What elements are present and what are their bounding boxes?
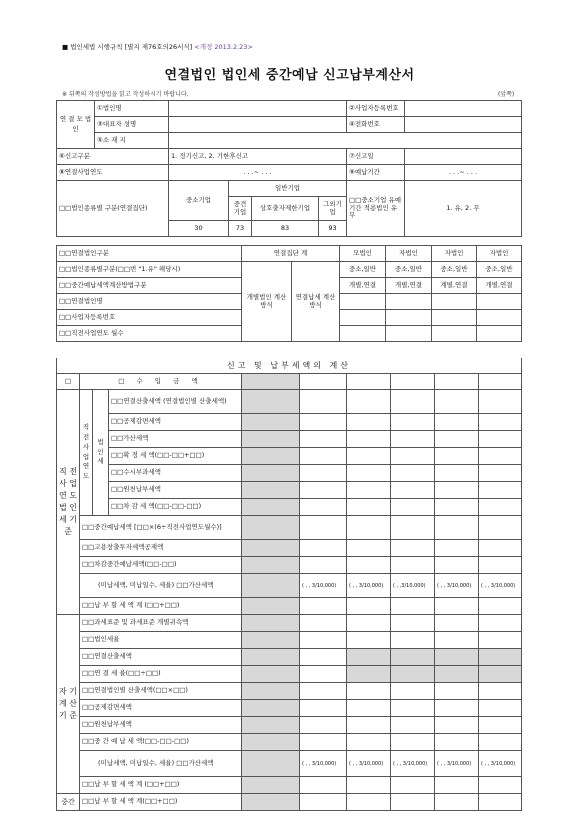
prev-4-s2[interactable] xyxy=(435,448,479,465)
prev-2-s2[interactable] xyxy=(435,414,479,431)
self-7-s1[interactable] xyxy=(391,717,435,734)
prepay-period-label: ⑨예납기간 xyxy=(347,165,405,181)
method-val-sub1[interactable]: 개별,연결 xyxy=(386,278,432,294)
mid-group[interactable] xyxy=(300,794,347,811)
prev-12-s2[interactable] xyxy=(435,598,479,615)
prev-8-p[interactable] xyxy=(347,516,391,540)
prev-7-total xyxy=(242,499,300,516)
self-5-group[interactable] xyxy=(300,683,347,700)
prev-3-s2[interactable] xyxy=(435,431,479,448)
self-1-s1[interactable] xyxy=(391,615,435,632)
self-10-group[interactable] xyxy=(300,777,347,794)
self-4-s3 xyxy=(479,666,522,683)
self-10-p[interactable] xyxy=(347,777,391,794)
months-row-label: □□직전사업연도 월수 xyxy=(57,326,242,342)
self-4-s1 xyxy=(391,666,435,683)
revenue-sub2[interactable] xyxy=(435,374,479,390)
mid-header: 중견기업 xyxy=(229,197,252,221)
mid-s2[interactable] xyxy=(435,794,479,811)
bizno-sub1[interactable] xyxy=(386,310,432,326)
self-5-s1[interactable] xyxy=(391,683,435,700)
self-6-p[interactable] xyxy=(347,700,391,717)
self-4-p xyxy=(347,666,391,683)
member-type-header: □□연결법인구분 xyxy=(57,246,242,262)
prev-3-s3[interactable] xyxy=(479,431,522,448)
filing-type-label: ⑥신고구분 xyxy=(57,149,169,165)
prev-row-3: □□가산세액 xyxy=(109,431,242,448)
name-sub1[interactable] xyxy=(386,294,432,310)
prev-year-label: 직 전 사 업 연 도 xyxy=(80,390,93,516)
sub-header-3: 자법인 xyxy=(477,246,522,262)
fiscal-year-field[interactable]: . . .~ . . . xyxy=(169,165,347,181)
self-7-total xyxy=(242,717,300,734)
self-3-p xyxy=(347,649,391,666)
self-row-10: □□납 부 할 세 액 계 (□□+□□) xyxy=(80,777,242,794)
corp-type-label: □□법인종류별 구분(연결집단) xyxy=(57,181,169,237)
self-7-s2[interactable] xyxy=(435,717,479,734)
self-10-total xyxy=(242,777,300,794)
sme-grace-options[interactable]: 1. 유, 2. 무 xyxy=(405,181,522,237)
mid-s1[interactable] xyxy=(391,794,435,811)
prev-11-p[interactable]: ( , , 3/10,000) xyxy=(347,574,391,598)
filing-date-label: ⑦신고일 xyxy=(347,149,405,165)
prev-row-2: □□공제감면세액 xyxy=(109,414,242,431)
prev-5-s1[interactable] xyxy=(391,465,435,482)
calc-table xyxy=(56,358,522,811)
type-val-parent[interactable]: 중소,일반 xyxy=(340,262,386,278)
self-5-s2[interactable] xyxy=(435,683,479,700)
prev-2-s1[interactable] xyxy=(391,414,435,431)
self-6-s1[interactable] xyxy=(391,700,435,717)
biz-no-field[interactable] xyxy=(405,101,522,117)
bizno-row-label: □□사업자등록번호 xyxy=(57,310,242,326)
self-2-s3[interactable] xyxy=(479,632,522,649)
prev-1-total xyxy=(242,390,300,414)
prev-8-group[interactable] xyxy=(300,516,347,540)
type-row-label: □□법인종류별구분(□□번 "1.유" 해당시) xyxy=(57,262,242,278)
prev-6-s2[interactable] xyxy=(435,482,479,499)
section-title: 신고 및 납부세액의 계산 xyxy=(57,358,522,374)
prev-11-s2[interactable]: ( , , 3/10,000) xyxy=(435,574,479,598)
self-7-group[interactable] xyxy=(300,717,347,734)
basic-info-table xyxy=(56,100,522,237)
general-header: 일반기업 xyxy=(229,181,347,197)
self-3-s3 xyxy=(479,649,522,666)
prev-9-s1[interactable] xyxy=(391,540,435,557)
prev-9-s3[interactable] xyxy=(479,540,522,557)
prev-row-12: □□납 부 할 세 액 계 (□□+□□) xyxy=(80,598,242,615)
prev-9-total xyxy=(242,540,300,557)
prev-2-total xyxy=(242,414,300,431)
self-4-group[interactable] xyxy=(300,666,347,683)
prev-2-group[interactable] xyxy=(300,414,347,431)
self-5-total xyxy=(242,683,300,700)
self-row-3: □□연결산출세액 xyxy=(80,649,242,666)
months-sub1[interactable] xyxy=(386,326,432,342)
self-9-s2[interactable]: ( , , 3/10,000) xyxy=(435,751,479,777)
prev-1-s3[interactable] xyxy=(479,390,522,414)
prev-10-total xyxy=(242,557,300,574)
self-1-group[interactable] xyxy=(300,615,347,632)
form-title: 연결법인 법인세 중간예납 신고납부계산서 xyxy=(164,68,415,83)
prev-4-total xyxy=(242,448,300,465)
box-a: □ xyxy=(57,374,80,390)
phone-label: ④전화번호 xyxy=(347,117,405,133)
prev-corp-label: 법 인 세 xyxy=(93,390,109,516)
mid-p[interactable] xyxy=(347,794,391,811)
prev-3-p[interactable] xyxy=(347,431,391,448)
self-9-p[interactable]: ( , , 3/10,000) xyxy=(347,751,391,777)
prev-5-group[interactable] xyxy=(300,465,347,482)
prev-row-11: (미납세액, 미납일수, 세율) □□가산세액 xyxy=(80,574,242,598)
months-sub3[interactable] xyxy=(477,326,522,342)
self-9-s1[interactable]: ( , , 3/10,000) xyxy=(391,751,435,777)
phone-field[interactable] xyxy=(405,117,522,133)
prev-12-group[interactable] xyxy=(300,598,347,615)
prev-8-s2[interactable] xyxy=(435,516,479,540)
type-val-sub2[interactable]: 중소,일반 xyxy=(432,262,477,278)
group-total-header: 연결집단 계 xyxy=(242,246,340,262)
self-1-total xyxy=(242,615,300,632)
bizno-sub3[interactable] xyxy=(477,310,522,326)
self-row-7: □□원천납부세액 xyxy=(80,717,242,734)
revision-text: <개정 2013.2.23> xyxy=(194,43,253,51)
regulation-header xyxy=(62,42,253,51)
filing-date-field[interactable] xyxy=(405,149,522,165)
prev-6-s1[interactable] xyxy=(391,482,435,499)
self-row-8: □□중 간 예 납 세 액(□□-□□-□□) xyxy=(80,734,242,751)
self-2-p[interactable] xyxy=(347,632,391,649)
prev-3-total xyxy=(242,431,300,448)
prev-12-p[interactable] xyxy=(347,598,391,615)
prev-row-9: □□고용창출투자세액공제액 xyxy=(80,540,242,557)
prev-7-p[interactable] xyxy=(347,499,391,516)
sub-header-2: 자법인 xyxy=(432,246,477,262)
self-row-5: □□연결법인별 산출세액(□□×□□) xyxy=(80,683,242,700)
method-row-label: □□중간예납세액계산방법구분 xyxy=(57,278,242,294)
self-1-s2[interactable] xyxy=(435,615,479,632)
method-val-sub2[interactable]: 계별,연결 xyxy=(432,278,477,294)
name-sub3[interactable] xyxy=(477,294,522,310)
method-val-parent[interactable]: 개별,연결 xyxy=(340,278,386,294)
biz-no-label: ②사업자등록번호 xyxy=(347,101,405,117)
type-val-sub3[interactable]: 중소,일반 xyxy=(477,262,522,278)
group-method: 연결납세 계산방식 xyxy=(292,262,340,342)
prepay-period-field[interactable]: . . .~ . . . xyxy=(405,165,522,181)
self-10-s2[interactable] xyxy=(435,777,479,794)
revenue-header-label xyxy=(80,374,242,390)
self-9-group[interactable]: ( , , 3/10,000) xyxy=(300,751,347,777)
self-3-total xyxy=(242,649,300,666)
self-5-s3[interactable] xyxy=(479,683,522,700)
self-row-2: □□법인세율 xyxy=(80,632,242,649)
self-8-s3[interactable] xyxy=(479,734,522,751)
self-7-p[interactable] xyxy=(347,717,391,734)
prev-7-group[interactable] xyxy=(300,499,347,516)
self-8-total xyxy=(242,734,300,751)
type-val-sub1[interactable]: 중소,일반 xyxy=(386,262,432,278)
prev-10-s1[interactable] xyxy=(391,557,435,574)
self-1-s3[interactable] xyxy=(479,615,522,632)
prev-1-group[interactable] xyxy=(300,390,347,414)
self-row-4: □□연 결 세 율(□□÷□□) xyxy=(80,666,242,683)
regulation-text: ■ 법인세법 시행규칙 [별지 제76호의26서식] xyxy=(62,43,193,51)
prev-8-s1[interactable] xyxy=(391,516,435,540)
prev-2-p[interactable] xyxy=(347,414,391,431)
code-other: 93 xyxy=(319,221,347,237)
prev-11-s3[interactable]: ( , , 3/10,000) xyxy=(479,574,522,598)
self-4-total xyxy=(242,666,300,683)
self-3-group[interactable] xyxy=(300,649,347,666)
code-sme: 30 xyxy=(169,221,229,237)
page-side-label: (앞쪽) xyxy=(498,91,515,98)
self-row-1: □□과세표준 및 과세표준 개별귀속액 xyxy=(80,615,242,632)
cross-header: 상호출자제한기업 xyxy=(252,197,319,221)
self-2-group[interactable] xyxy=(300,632,347,649)
rep-name-label: ③대표자 성명 xyxy=(95,117,169,133)
prev-row-10: □□차감중간예납세액(□□-□□) xyxy=(80,557,242,574)
prev-12-s1[interactable] xyxy=(391,598,435,615)
prev-6-s3[interactable] xyxy=(479,482,522,499)
prev-4-s1[interactable] xyxy=(391,448,435,465)
self-6-s2[interactable] xyxy=(435,700,479,717)
self-3-s2 xyxy=(435,649,479,666)
prev-8-total xyxy=(242,516,300,540)
prev-6-p[interactable] xyxy=(347,482,391,499)
mid-total xyxy=(242,794,300,811)
prev-1-s2[interactable] xyxy=(435,390,479,414)
prev-12-total xyxy=(242,598,300,615)
prev-2-s3[interactable] xyxy=(479,414,522,431)
self-2-total xyxy=(242,632,300,649)
prev-3-s1[interactable] xyxy=(391,431,435,448)
self-8-p[interactable] xyxy=(347,734,391,751)
other-header: 그외기업 xyxy=(319,197,347,221)
self-row-9: (미납세액, 미납일수, 세율) □□가산세액 xyxy=(80,751,242,777)
prev-10-s3[interactable] xyxy=(479,557,522,574)
months-sub2[interactable] xyxy=(432,326,477,342)
corp-name-label: ①법인명 xyxy=(95,101,169,117)
self-1-p[interactable] xyxy=(347,615,391,632)
self-2-s2[interactable] xyxy=(435,632,479,649)
indiv-method: 개별법인 계산방식 xyxy=(242,262,292,342)
prev-11-group[interactable]: ( , , 3/10,000) xyxy=(300,574,347,598)
self-6-s3[interactable] xyxy=(479,700,522,717)
prev-row-6: □□원천납부세액 xyxy=(109,482,242,499)
sme-grace-label: □□중소기업 유예기간 적용법인 유무 xyxy=(347,181,405,237)
revenue-sub1[interactable] xyxy=(391,374,435,390)
prev-4-p[interactable] xyxy=(347,448,391,465)
revenue-sub3[interactable] xyxy=(479,374,522,390)
prev-9-s2[interactable] xyxy=(435,540,479,557)
name-sub2[interactable] xyxy=(432,294,477,310)
prev-row-8: □□중간예납세액 [□□×(6÷직전사업연도월수)] xyxy=(80,516,242,540)
prev-row-5: □□수시부과세액 xyxy=(109,465,242,482)
self-6-group[interactable] xyxy=(300,700,347,717)
revenue-parent[interactable] xyxy=(347,374,391,390)
revenue-group[interactable] xyxy=(300,374,347,390)
mid-s3[interactable] xyxy=(479,794,522,811)
prev-11-total xyxy=(242,574,300,598)
bizno-sub2[interactable] xyxy=(432,310,477,326)
self-10-s3[interactable] xyxy=(479,777,522,794)
address-label: ⑤소 재 지 xyxy=(95,133,169,149)
member-table xyxy=(56,245,522,342)
prev-8-s3[interactable] xyxy=(479,516,522,540)
address-field[interactable] xyxy=(169,133,522,149)
prev-7-s1[interactable] xyxy=(391,499,435,516)
fiscal-year-label: ⑧연결사업연도 xyxy=(57,165,169,181)
code-cross: 83 xyxy=(252,221,319,237)
prev-7-s2[interactable] xyxy=(435,499,479,516)
rep-name-field[interactable] xyxy=(169,117,347,133)
method-val-sub3[interactable]: 개별,연결 xyxy=(477,278,522,294)
self-9-s3[interactable]: ( , , 3/10,000) xyxy=(479,751,522,777)
filing-type-options[interactable]: 1. 정기신고, 2. 기한후신고 xyxy=(169,149,347,165)
self-8-group[interactable] xyxy=(300,734,347,751)
code-mid: 73 xyxy=(229,221,252,237)
prev-6-total xyxy=(242,482,300,499)
name-row-label: □□연결법인명 xyxy=(57,294,242,310)
self-10-s1[interactable] xyxy=(391,777,435,794)
box-b: □ xyxy=(118,376,130,385)
prev-4-s3[interactable] xyxy=(479,448,522,465)
self-row-6: □□공제감면세액 xyxy=(80,700,242,717)
instruction-text: ※ 뒤쪽의 작성방법을 읽고 작성하시기 바랍니다. xyxy=(62,91,189,98)
self-3-s1 xyxy=(391,649,435,666)
revenue-total xyxy=(242,374,300,390)
prev-row-4: □□확 정 세 액(□□-□□+□□) xyxy=(109,448,242,465)
sme-header: 중소기업 xyxy=(169,181,229,221)
prev-5-p[interactable] xyxy=(347,465,391,482)
prev-9-p[interactable] xyxy=(347,540,391,557)
prev-1-s1[interactable] xyxy=(391,390,435,414)
parent-corp-label: 연 결 모 법 인 xyxy=(57,101,95,149)
self-6-total xyxy=(242,700,300,717)
sub-header-1: 자법인 xyxy=(386,246,432,262)
self-4-s2 xyxy=(435,666,479,683)
months-parent[interactable] xyxy=(340,326,386,342)
self-basis-label: 자 기 계 산 기 준 xyxy=(57,615,80,794)
mid-label: 중간 xyxy=(57,794,80,811)
mid-row: □□납 부 할 세 액 계(□□+□□) xyxy=(80,794,242,811)
prev-11-s1[interactable]: ( , ,3/10,000) xyxy=(391,574,435,598)
self-8-s2[interactable] xyxy=(435,734,479,751)
prev-1-p[interactable] xyxy=(347,390,391,414)
prev-5-s3[interactable] xyxy=(479,465,522,482)
self-9-total xyxy=(242,751,300,777)
self-8-s1[interactable] xyxy=(391,734,435,751)
prev-3-group[interactable] xyxy=(300,431,347,448)
prev-10-group[interactable] xyxy=(300,557,347,574)
self-2-s1[interactable] xyxy=(391,632,435,649)
prev-row-1: □□연결산출세액 (연결법인별 산출세액) xyxy=(109,390,242,414)
bizno-parent[interactable] xyxy=(340,310,386,326)
prev-10-s2[interactable] xyxy=(435,557,479,574)
prev-6-group[interactable] xyxy=(300,482,347,499)
prev-9-group[interactable] xyxy=(300,540,347,557)
self-7-s3[interactable] xyxy=(479,717,522,734)
prev-5-total xyxy=(242,465,300,482)
prev-7-s3[interactable] xyxy=(479,499,522,516)
revenue-header: 수 입 금 액 xyxy=(136,376,203,385)
parent-header: 모법인 xyxy=(340,246,386,262)
name-parent[interactable] xyxy=(340,294,386,310)
prev-12-s3[interactable] xyxy=(479,598,522,615)
prev-10-p[interactable] xyxy=(347,557,391,574)
prev-4-group[interactable] xyxy=(300,448,347,465)
corp-name-field[interactable] xyxy=(169,101,347,117)
self-5-p[interactable] xyxy=(347,683,391,700)
prev-basis-label: 직 전 사 업 연 도 법 인 세 기 준 xyxy=(57,390,80,615)
prev-5-s2[interactable] xyxy=(435,465,479,482)
prev-row-7: □□차 감 세 액(□□-□□-□□) xyxy=(109,499,242,516)
